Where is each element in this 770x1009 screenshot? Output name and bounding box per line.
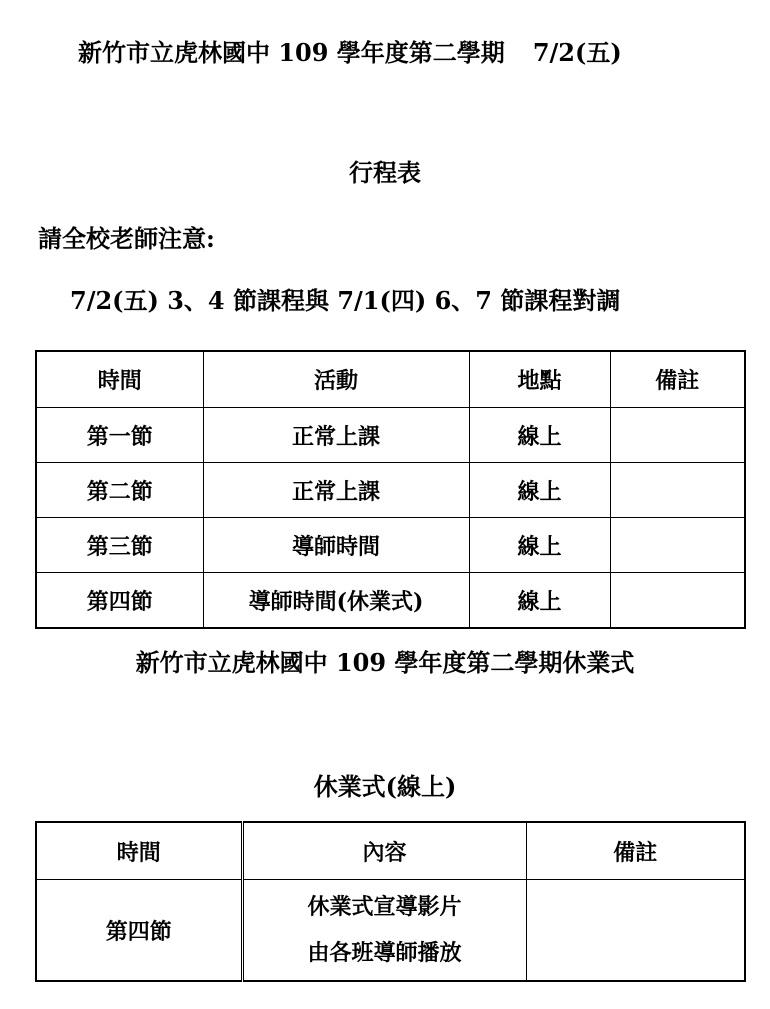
cell-activity: 導師時間 — [203, 518, 469, 573]
header-time: 時間 — [36, 822, 242, 880]
table-header-row — [36, 351, 745, 408]
cell-location: 線上 — [469, 573, 610, 629]
header-time: 時間 — [36, 351, 203, 408]
cell-activity: 正常上課 — [203, 463, 469, 518]
cell-activity: 正常上課 — [203, 408, 469, 463]
cell-notes — [610, 518, 745, 573]
cell-period: 第三節 — [36, 518, 203, 573]
title-school-term: 新竹市立虎林國中 109 學年度第二學期 — [78, 38, 505, 67]
cell-location: 線上 — [469, 518, 610, 573]
table-row — [36, 573, 745, 629]
content-line: 休業式宣導影片 — [307, 894, 462, 920]
cell-location: 線上 — [469, 463, 610, 518]
schedule-table — [35, 350, 746, 629]
cell-notes — [526, 880, 745, 982]
ceremony-heading: 休業式(線上) — [313, 772, 457, 801]
cell-notes — [610, 573, 745, 629]
header-activity: 活動 — [203, 351, 469, 408]
cell-content — [242, 880, 526, 982]
notice-label: 請全校老師注意: — [38, 224, 215, 253]
notice-text: 7/2(五) 3、4 節課程與 7/1(四) 6、7 節課程對調 — [70, 286, 621, 315]
header-location: 地點 — [469, 351, 610, 408]
cell-notes — [610, 463, 745, 518]
table-row — [36, 463, 745, 518]
ceremony-table — [35, 821, 746, 982]
table-row — [36, 880, 745, 982]
cell-period: 第一節 — [36, 408, 203, 463]
table-header-row — [36, 822, 745, 880]
cell-location: 線上 — [469, 408, 610, 463]
document-title — [78, 38, 622, 68]
cell-activity: 導師時間(休業式) — [203, 573, 469, 629]
cell-period: 第四節 — [36, 880, 242, 982]
table-row — [36, 408, 745, 463]
title-date: 7/2(五) — [532, 38, 622, 67]
cell-notes — [610, 408, 745, 463]
cell-period: 第四節 — [36, 573, 203, 629]
ceremony-title: 新竹市立虎林國中 109 學年度第二學期休業式 — [135, 648, 635, 677]
cell-period: 第二節 — [36, 463, 203, 518]
content-line: 由各班導師播放 — [307, 940, 462, 966]
header-content: 內容 — [242, 822, 526, 880]
header-notes: 備註 — [526, 822, 745, 880]
schedule-heading: 行程表 — [349, 158, 421, 187]
table-row — [36, 518, 745, 573]
header-notes: 備註 — [610, 351, 745, 408]
